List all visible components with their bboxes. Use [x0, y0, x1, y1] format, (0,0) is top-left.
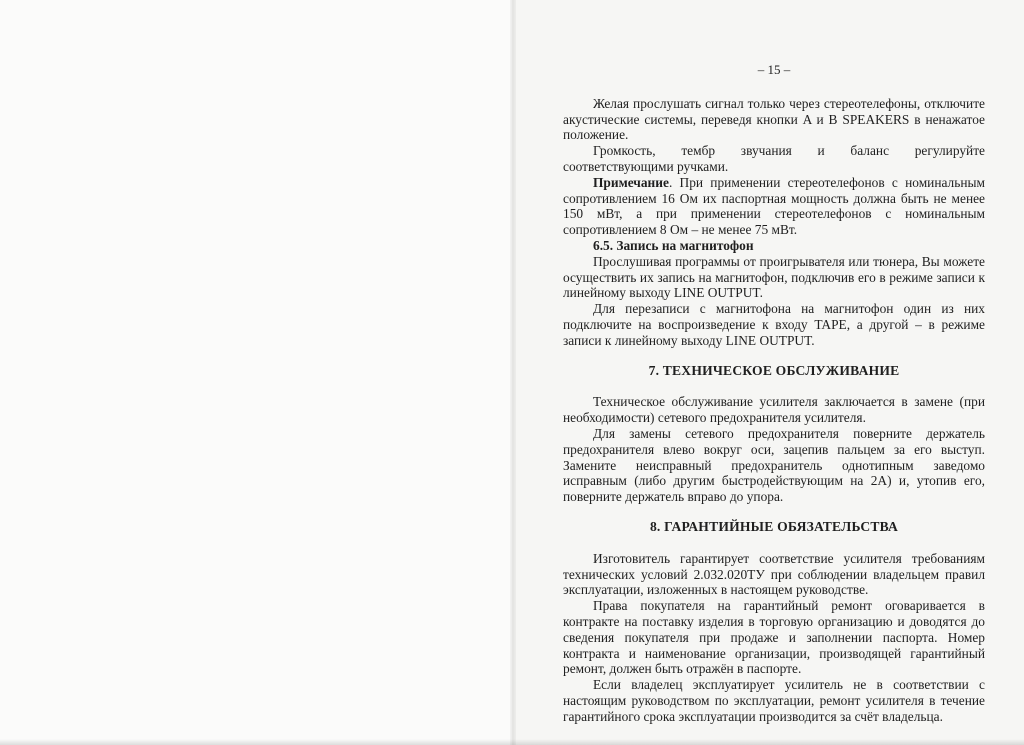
paragraph-maintenance: Техническое обслуживание усилителя заключается в замене (при необходимости) сетевого предохранителя усилителя.	[563, 394, 985, 426]
page-fold	[510, 0, 516, 745]
paragraph-warranty-void: Если владелец эксплуатирует усилитель не в соответствии с настоящим руководством по эксплуатации, ремонт усилителя в течение гарантийного срока эксплуатации производится за счёт владельца.	[563, 677, 985, 724]
scan-bottom-edge	[0, 739, 1024, 745]
paragraph-dubbing: Для перезаписи с магнитофона на магнитофон один из них подключите на воспроизведение к входу TAPE, а другой – в режиме записи к линейному выходу LINE OUTPUT.	[563, 301, 985, 348]
note-text: . При применении стереотелефонов с номинальным сопротивлением 16 Ом их паспортная мощность должна быть не менее 150 мВт, а при применении стереотелефонов с номинальным сопротивлением 8 Ом – не менее 75 мВт.	[563, 174, 985, 238]
paragraph-recording: Прослушивая программы от проигрывателя или тюнера, Вы можете осуществить их запись на магнитофон, подключив его в режиме записи к линейному выходу LINE OUTPUT.	[563, 253, 985, 301]
section-8-title: 8. ГАРАНТИЙНЫЕ ОБЯЗАТЕЛЬСТВА	[649, 518, 899, 534]
note-label: Примечание	[593, 174, 669, 190]
section-7-title: 7. ТЕХНИЧЕСКОЕ ОБСЛУЖИВАНИЕ	[648, 362, 900, 378]
paragraph-warranty-rights: Права покупателя на гарантийный ремонт оговаривается в контракте на поставку изделия в торговую организацию и доводятся до сведения покупателя при продаже и заполнении паспорта. Номер контракта и наименование организации, производящей гарантийный ремонт, должен быть отражён в паспорте.	[563, 598, 985, 677]
paragraph-headphones: Желая прослушать сигнал только через стереотелефоны, отключите акустические системы, переведя кнопки A и B SPEAKERS в ненажатое положение.	[563, 95, 985, 143]
paragraph-volume: Громкость, тембр звучания и баланс регулируйте соответствующими ручками.	[563, 143, 985, 174]
paragraph-fuse-replacement: Для замены сетевого предохранителя поверните держатель предохранителя влево вокруг оси, зацепив пальцем за его выступ. Замените неисправный предохранитель однотипным заведомо исправным (либо другим быстродействующим на 2А) и, утопив его, поверните держатель вправо до упора.	[563, 425, 985, 505]
paragraph-note	[563, 175, 985, 238]
section-6-5-title: 6.5. Запись на магнитофон	[593, 237, 754, 253]
paragraph-warranty-compliance: Изготовитель гарантирует соответствие усилителя требованиям технических условий 2.032.020ТУ при соблюдении владельцем правил эксплуатации, изложенных в настоящем руководстве.	[563, 550, 985, 598]
document-content	[563, 62, 985, 724]
page-number: – 15 –	[757, 62, 791, 77]
